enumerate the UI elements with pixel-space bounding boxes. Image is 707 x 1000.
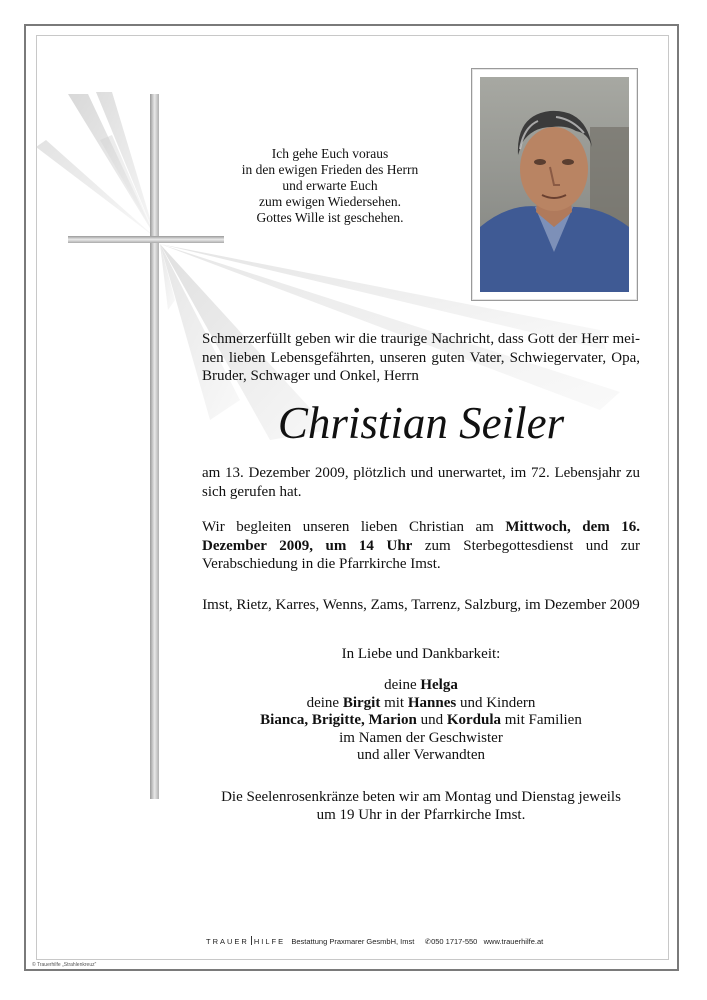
rosary-line: um 19 Uhr in der Pfarrkirche Imst. [316,806,526,823]
death-info: am 13. Dezember 2009, plötzlich und unerwartet, im 72. Lebensjahr zu sich gerufen hat. [202,465,640,500]
portrait-photo [480,77,629,292]
mourner-line: und aller Verwandten [356,747,485,763]
logo-right: HILFE [253,937,286,946]
footer [206,936,543,950]
funeral-date: Mittwoch, dem 16. Dezember 2009, um 14 Uhr [202,519,640,554]
trauerhilfe-logo [206,937,285,946]
name-bold: Hannes [407,694,457,711]
text: deine [384,677,421,693]
portrait-frame [471,68,638,301]
mourner-line [202,695,640,713]
text: mit Familien [501,712,582,728]
mourner-line [202,677,640,695]
text: und [416,712,447,728]
name-bold: Helga [420,677,458,693]
gratitude-line: In Liebe und Dankbarkeit: [341,646,501,662]
rosary-info [202,789,640,824]
rosary-line: Die Seelenrosenkränze beten wir am Montag und Dienstag jeweils [221,789,621,805]
poem-line: in den ewigen Frieden des Herrn [241,162,419,177]
text: mit [380,694,408,711]
name-bold: Kordula [446,712,501,728]
mourner-line: im Namen der Geschwister [339,729,503,746]
funeral-suffix: zum Sterbegottesdienst und zur Verabschiedung in die Pfarrkirche Imst. [202,537,640,572]
mourners-list [202,677,640,765]
place-date: Imst, Rietz, Karres, Wenns, Zams, Tarrenz, Salzburg, im Dezember 2009 [202,597,640,613]
announcement-text: Schmerzerfüllt geben wir die traurige Nachricht, dass Gott der Herr mei-nen lieben Lebensgefährten, unseren guten Vater, Schwiegervater, Opa, Bruder, Schwager und Onkel, Herrn [202,331,640,384]
poem-line: und erwarte Euch [282,178,378,193]
website-link[interactable]: www.trauerhilfe.at [483,937,544,946]
logo-left: TRAUER [206,937,249,946]
phone-icon: ✆ [424,937,432,946]
text: und Kindern [456,694,536,711]
name-bold: Bianca, Brigitte, Marion [260,712,417,728]
company-name: Bestattung Praxmarer GesmbH, Imst [291,937,415,946]
poem [230,146,430,226]
mourner-line [202,712,640,730]
copyright: © Trauerhilfe „Strahlenkreuz“ [32,962,97,968]
text: deine [306,694,343,711]
funeral-info [202,518,640,574]
poem-line: Ich gehe Euch voraus [271,146,389,161]
phone-number: 050 1717-550 [431,937,478,946]
poem-line: zum ewigen Wiedersehen. [258,194,402,209]
name-bold: Birgit [342,694,381,711]
poem-line: Gottes Wille ist geschehen. [256,210,404,225]
deceased-name: Christian Seiler [277,398,565,448]
funeral-prefix: Wir begleiten unseren lieben Christian am [202,519,506,535]
